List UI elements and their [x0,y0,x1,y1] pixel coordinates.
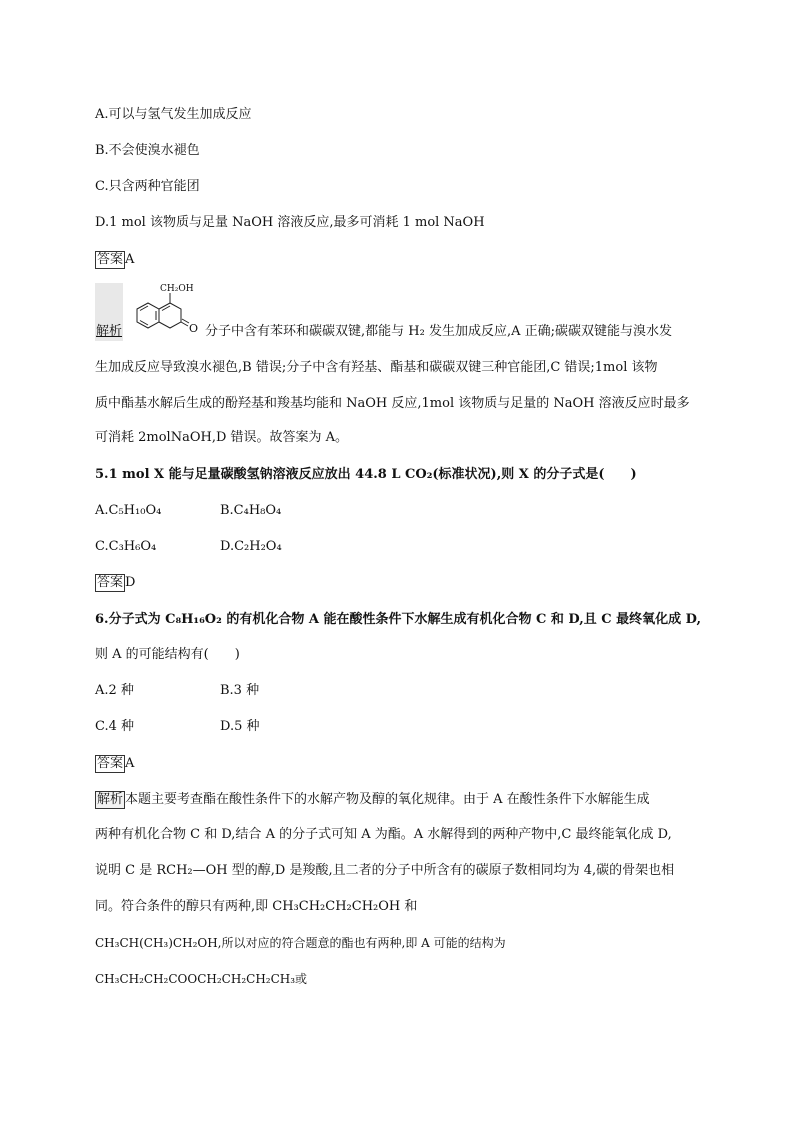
q6-options-row-1 [95,683,260,699]
analysis-tag: 解析 [96,324,123,339]
q5-stem: 5.1 mol X 能与足量碳酸氢钠溶液反应放出 44.8 L CO₂(标准状况),则 X 的分子式是( ) [95,467,637,482]
q4-analysis-row-2: 生加成反应导致溴水褪色,B 错误;分子中含有羟基、酯基和碳碳双键三种官能团,C 错误;1mol 该物 [95,360,658,375]
q5-option-c: C.C₃H₆O₄ [95,539,157,554]
q6-analysis-row-1 [95,791,650,809]
q6-analysis-row-6: CH₃CH₂CH₂COOCH₂CH₂CH₂CH₃或 [95,972,308,986]
q6-options-row-2 [95,719,260,735]
q5-options-row-1 [95,503,282,519]
q6-analysis-row-4: 同。符合条件的醇只有两种,即 CH₃CH₂CH₂CH₂OH 和 [95,899,418,914]
q6-analysis-row-3: 说明 C 是 RCH₂—OH 型的醇,D 是羧酸,且二者的分子中所含有的碳原子数相同均为 4,碳的骨架也相 [95,863,675,878]
q6-option-c: C.4 种 [95,719,135,734]
q5-answer-row [95,574,135,592]
q4-analysis-row-3: 质中酯基水解后生成的酚羟基和羧基均能和 NaOH 反应,1mol 该物质与足量的 NaOH 溶液反应时最多 [95,396,690,411]
q6-option-a: A.2 种 [95,683,134,698]
q5-option-d: D.C₂H₂O₄ [220,539,282,554]
q6-answer-row [95,755,134,773]
q4-analysis-row-1 [95,324,672,340]
q6-answer-value: A [125,756,135,771]
q4-analysis-row-4: 可消耗 2molNaOH,D 错误。故答案为 A。 [95,430,349,445]
answer-tag: 答案 [97,252,124,267]
q6-option-d: D.5 种 [220,719,260,734]
q5-options-row-2 [95,539,282,555]
q4-option-d: D.1 mol 该物质与足量 NaOH 溶液反应,最多可消耗 1 mol NaOH [95,215,485,230]
structure-label-ch2oh: CH₂OH [160,284,194,294]
q6-analysis-row-2: 两种有机化合物 C 和 D,结合 A 的分子式可知 A 为酯。A 水解得到的两种产物中,C 最终能氧化成 D, [95,827,672,842]
q4-option-b: B.不会使溴水褪色 [95,143,200,158]
analysis-tag: 解析 [97,792,124,807]
q4-option-a: A.可以与氢气发生加成反应 [95,107,252,122]
q4-answer-value: A [125,252,135,267]
q6-analysis-row-5: CH₃CH(CH₃)CH₂OH,所以对应的符合题意的酯也有两种,即 A 可能的结构为 [95,936,506,950]
structure-label-o: O [189,322,199,335]
q5-option-a: A.C₅H₁₀O₄ [95,503,162,518]
q6-option-b: B.3 种 [220,683,260,698]
q5-option-b: B.C₄H₈O₄ [220,503,282,518]
q6-stem-line-2: 则 A 的可能结构有( ) [95,647,240,662]
q4-analysis-text-1: 分子中含有苯环和碳碳双键,都能与 H₂ 发生加成反应,A 正确;碳碳双键能与溴水发 [205,324,672,339]
q5-answer-value: D [125,575,136,590]
q6-analysis-text-1: 本题主要考查酯在酸性条件下的水解产物及醇的氧化规律。由于 A 在酸性条件下水解能生成 [125,792,650,807]
q4-option-c: C.只含两种官能团 [95,179,200,194]
answer-tag: 答案 [97,575,124,590]
q4-answer-row [95,251,134,269]
answer-tag: 答案 [97,756,124,771]
q6-stem-line-1: 6.分子式为 C₈H₁₆O₂ 的有机化合物 A 能在酸性条件下水解生成有机化合物 C 和 D,且 C 最终氧化成 D, [95,612,702,627]
structure-bonds [137,293,189,328]
